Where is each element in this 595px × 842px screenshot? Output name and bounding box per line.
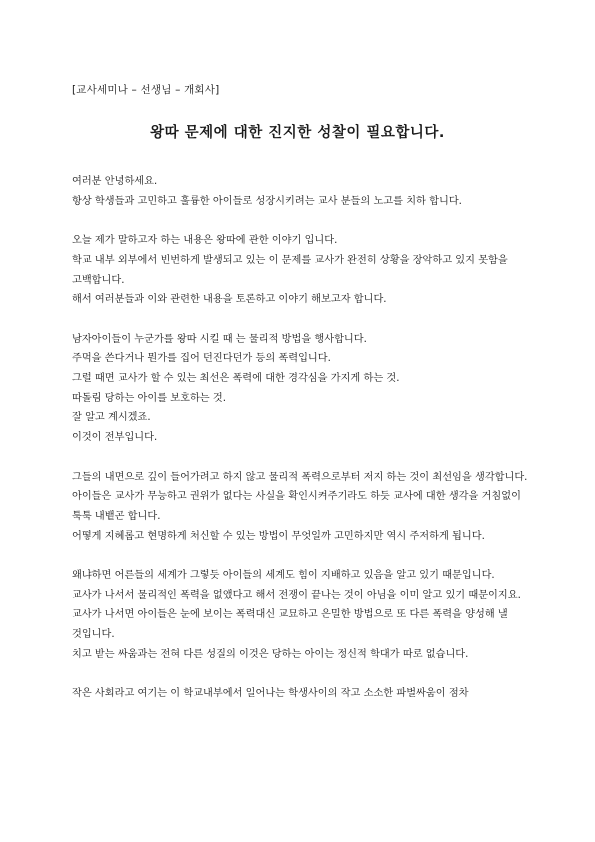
paragraph-line: 남자아이들이 누군가를 왕따 시킬 때 는 물리적 방법을 행사합니다. — [72, 333, 367, 345]
paragraph-line: 교사가 나서면 아이들은 눈에 보이는 폭력대신 교묘하고 은밀한 방법으로 또 다른 폭력을 양성해 낼 것입니다. — [72, 609, 511, 641]
paragraph-line: 작은 사회라고 여기는 이 학교내부에서 일어나는 학생사이의 작고 소소한 파벌싸움이 점차 — [72, 688, 469, 700]
paragraph-line: 왜냐하면 어른들의 세계가 그렇듯 아이들의 세계도 힘이 지배하고 있음을 알고 있기 때문입니다. — [72, 570, 495, 581]
paragraph-line: 그들의 내면으로 깊이 들어가려고 하지 않고 물리적 폭력으로부터 저지 하는 것이 최선임을 생각합니다. — [72, 471, 528, 483]
paragraph — [72, 330, 528, 448]
document-title: 왕따 문제에 대한 진지한 성찰이 필요합니다. — [150, 125, 445, 141]
paragraph-line: 따돌림 당하는 아이를 보호하는 것. — [72, 392, 226, 404]
paragraph-line: 잘 알고 계시겠죠. — [72, 412, 151, 424]
paragraph — [72, 566, 528, 665]
paragraph-line: 교사가 나서서 물리적인 폭력을 없앴다고 해서 전쟁이 끝나는 것이 아님을 이미 알고 있기 때문이지요. — [72, 589, 521, 601]
paragraph-line: 치고 받는 싸움과는 전혀 다른 성질의 이것은 당하는 아이는 정신적 학대가 따로 없습니다. — [72, 648, 469, 660]
paragraph-line: 학교 내부 외부에서 빈번하게 발생되고 있는 이 문제를 교사가 완전히 상황을 장악하고 있지 못함을 고백합니다. — [72, 254, 511, 286]
paragraph-line: 이것이 전부입니다. — [72, 432, 158, 444]
paragraph — [72, 231, 528, 310]
paragraph-line: 그럴 때면 교사가 할 수 있는 최선은 폭력에 대한 경각심을 가지게 하는 것. — [72, 373, 400, 384]
document-body — [72, 172, 528, 724]
paragraph-line: 여러분 안녕하세요. — [72, 176, 158, 187]
document-header: [교사세미나 – 선생님 – 개회사] — [72, 84, 220, 96]
paragraph-line: 아이들은 교사가 무능하고 권위가 없다는 사실을 확인시켜주기라도 하듯 교사에 대한 생각을 거침없이 툭툭 내뱉곤 합니다. — [72, 491, 525, 522]
paragraph — [72, 468, 528, 547]
paragraph-line: 어떻게 지혜롭고 현명하게 처신할 수 있는 방법이 무엇일까 고민하지만 역시 주저하게 됩니다. — [72, 530, 485, 542]
paragraph-line: 오늘 제가 말하고자 하는 내용은 왕따에 관한 이야기 입니다. — [72, 235, 338, 247]
paragraph-line: 항상 학생들과 고민하고 훌륭한 아이들로 성장시키려는 교사 분들의 노고를 치하 합니다. — [72, 195, 462, 207]
paragraph — [72, 172, 528, 211]
paragraph — [72, 684, 528, 704]
paragraph-line: 해서 여러분들과 이와 관련한 내용을 토론하고 이야기 해보고자 합니다. — [72, 294, 387, 306]
paragraph-line: 주먹을 쓴다거나 뭔가를 집어 던진다던가 등의 폭력입니다. — [72, 353, 331, 365]
